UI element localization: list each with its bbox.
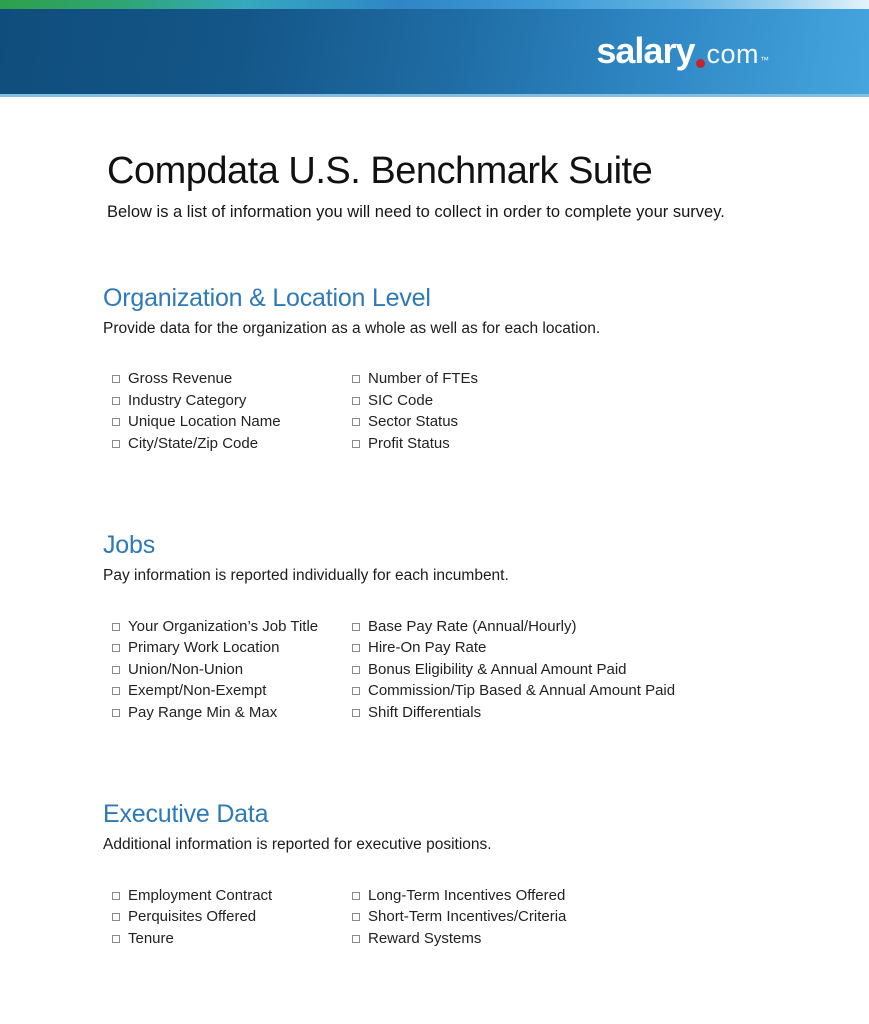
checkbox-icon[interactable]	[352, 666, 360, 674]
checkbox-icon[interactable]	[112, 644, 120, 652]
checkbox-icon[interactable]	[352, 375, 360, 383]
checklist-item	[352, 637, 812, 659]
checklist-item	[352, 368, 812, 390]
checklist-item	[112, 906, 352, 928]
checkbox-icon[interactable]	[112, 935, 120, 943]
section-heading: Executive Data	[103, 800, 269, 829]
checkbox-icon[interactable]	[112, 709, 120, 717]
checklist-item-label: Union/Non-Union	[128, 660, 244, 678]
checkbox-icon[interactable]	[352, 623, 360, 631]
checklist-item	[352, 702, 812, 724]
checklist-item	[112, 433, 352, 455]
section-jobs	[103, 531, 812, 723]
checkbox-icon[interactable]	[352, 687, 360, 695]
page-title: Compdata U.S. Benchmark Suite	[107, 150, 653, 192]
checklist-item	[112, 928, 352, 950]
checklist-item-label: Perquisites Offered	[128, 908, 257, 926]
section-heading: Jobs	[103, 531, 156, 560]
checklist-column-left	[112, 884, 352, 949]
checklist	[112, 615, 812, 723]
checklist-column-right	[352, 884, 812, 949]
checklist-item-label: Long-Term Incentives Offered	[368, 886, 566, 904]
checkbox-icon[interactable]	[352, 709, 360, 717]
logo-suffix-text: com	[706, 39, 759, 69]
checklist-item-label: Shift Differentials	[368, 704, 482, 722]
page-subtitle: Below is a list of information you will need to collect in order to complete your survey.	[107, 203, 725, 221]
checklist-item-label: Reward Systems	[368, 929, 482, 947]
section-heading: Organization & Location Level	[103, 284, 431, 312]
section-description: Additional information is reported for executive positions.	[103, 836, 492, 854]
checklist-item-label: Industry Category	[128, 391, 247, 409]
checklist-item	[112, 411, 352, 433]
checkbox-icon[interactable]	[112, 418, 120, 426]
checklist-item-label: Number of FTEs	[368, 370, 479, 388]
checklist-item-label: Short-Term Incentives/Criteria	[368, 908, 567, 926]
checkbox-icon[interactable]	[352, 397, 360, 405]
checklist-item-label: Commission/Tip Based & Annual Amount Paid	[368, 682, 676, 700]
checkbox-icon[interactable]	[112, 623, 120, 631]
checkbox-icon[interactable]	[112, 375, 120, 383]
checklist-column-right	[352, 368, 812, 454]
checklist	[112, 368, 812, 454]
header-accent-strip	[0, 0, 869, 9]
checklist	[112, 884, 812, 949]
checkbox-icon[interactable]	[112, 892, 120, 900]
checklist-item	[352, 884, 812, 906]
checklist-item-label: Base Pay Rate (Annual/Hourly)	[368, 617, 577, 635]
checklist-item	[112, 615, 352, 637]
checkbox-icon[interactable]	[112, 397, 120, 405]
checklist-item-label: SIC Code	[368, 391, 434, 409]
logo-trademark: ™	[760, 55, 769, 65]
checklist-item	[352, 615, 812, 637]
checklist-item-label: Primary Work Location	[128, 639, 280, 657]
checklist-item-label: Sector Status	[368, 413, 459, 431]
logo-brand-text: salary	[596, 30, 695, 71]
logo-red-dot-icon	[696, 59, 705, 68]
checklist-column-right	[352, 615, 812, 723]
checklist-item-label: Hire-On Pay Rate	[368, 639, 487, 657]
checklist-item	[112, 368, 352, 390]
checklist-item	[352, 433, 812, 455]
checklist-item-label: Employment Contract	[128, 886, 273, 904]
checklist-column-left	[112, 368, 352, 454]
checklist-item	[112, 659, 352, 681]
checklist-item	[112, 637, 352, 659]
checkbox-icon[interactable]	[352, 440, 360, 448]
checklist-item	[352, 390, 812, 412]
checklist-item	[112, 884, 352, 906]
checklist-item	[352, 928, 812, 950]
checklist-item	[352, 411, 812, 433]
checkbox-icon[interactable]	[112, 666, 120, 674]
checklist-item-label: Your Organization’s Job Title	[128, 617, 319, 635]
checklist-item-label: Pay Range Min & Max	[128, 704, 278, 722]
checkbox-icon[interactable]	[112, 687, 120, 695]
checkbox-icon[interactable]	[352, 418, 360, 426]
header-banner	[0, 9, 869, 94]
checkbox-icon[interactable]	[352, 644, 360, 652]
checklist-item-label: Unique Location Name	[128, 413, 281, 431]
section-executive-data	[103, 800, 812, 949]
salary-com-logo	[596, 30, 769, 71]
document-body	[0, 97, 869, 949]
checklist-item	[112, 390, 352, 412]
checkbox-icon[interactable]	[352, 913, 360, 921]
section-description: Provide data for the organization as a whole as well as for each location.	[103, 320, 601, 337]
section-description: Pay information is reported individually for each incumbent.	[103, 567, 509, 585]
checklist-item-label: Gross Revenue	[128, 370, 233, 388]
checklist-item	[352, 659, 812, 681]
page-header	[0, 0, 869, 97]
checklist-item-label: Profit Status	[368, 435, 450, 453]
checkbox-icon[interactable]	[352, 935, 360, 943]
header-underline	[0, 94, 869, 97]
checklist-item	[352, 906, 812, 928]
checklist-item	[112, 680, 352, 702]
checkbox-icon[interactable]	[112, 440, 120, 448]
checklist-item	[112, 702, 352, 724]
checklist-item-label: City/State/Zip Code	[128, 435, 259, 453]
checklist-item-label: Tenure	[128, 929, 174, 947]
checklist-column-left	[112, 615, 352, 723]
checkbox-icon[interactable]	[352, 892, 360, 900]
checklist-item	[352, 680, 812, 702]
checklist-item-label: Exempt/Non-Exempt	[128, 682, 267, 700]
checkbox-icon[interactable]	[112, 913, 120, 921]
checklist-item-label: Bonus Eligibility & Annual Amount Paid	[368, 660, 627, 678]
section-organization-location-level	[103, 284, 812, 454]
